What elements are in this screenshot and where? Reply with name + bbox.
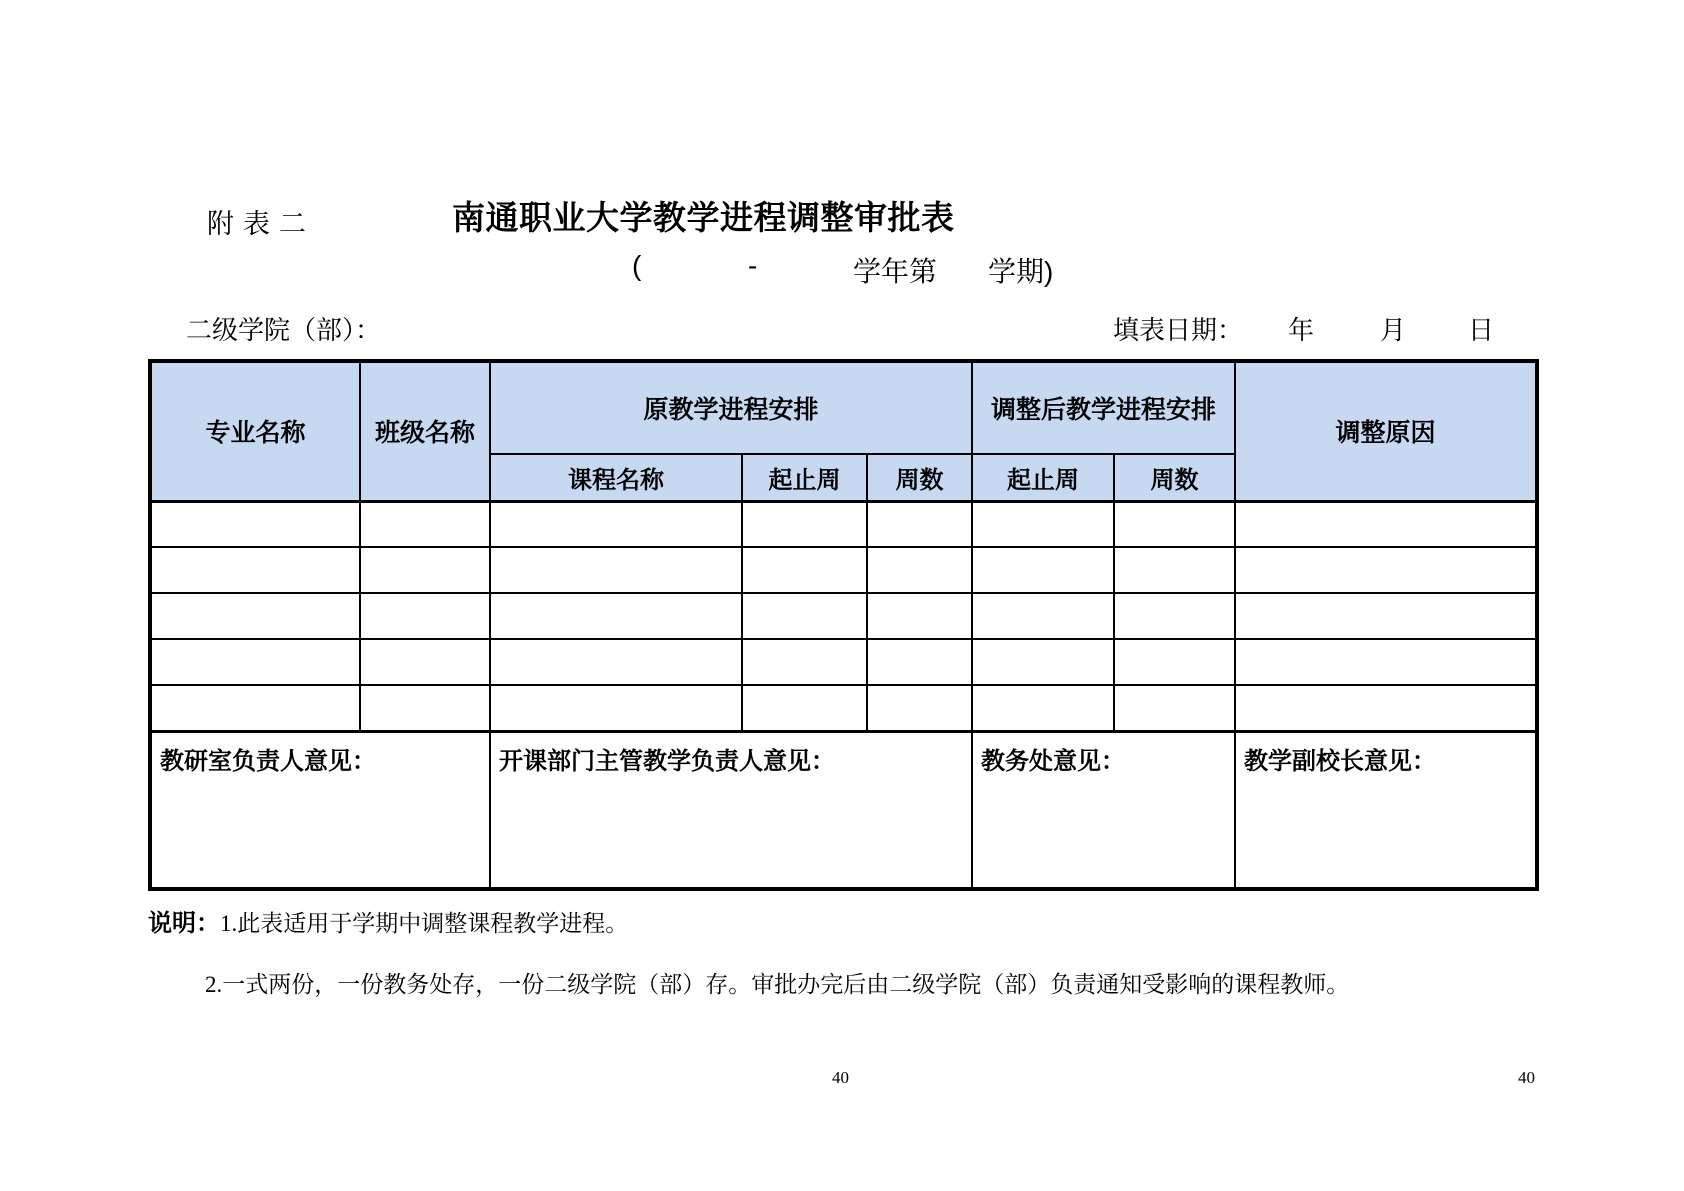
opinion-department-head: 开课部门主管教学负责人意见： bbox=[490, 731, 972, 889]
empty-cell bbox=[742, 639, 867, 685]
empty-cell bbox=[490, 593, 742, 639]
empty-cell bbox=[150, 685, 360, 731]
empty-cell bbox=[490, 501, 742, 547]
empty-cell bbox=[1235, 547, 1537, 593]
header-course-name: 课程名称 bbox=[490, 454, 742, 501]
empty-cell bbox=[972, 685, 1114, 731]
empty-cell bbox=[1235, 501, 1537, 547]
empty-cell bbox=[360, 685, 490, 731]
term-academic-year-label: 学年第 bbox=[853, 256, 938, 287]
empty-cell bbox=[150, 501, 360, 547]
empty-cell bbox=[867, 501, 972, 547]
opinion-teaching-office: 教研室负责人意见： bbox=[150, 731, 490, 889]
empty-cell bbox=[972, 593, 1114, 639]
fill-date-year-label: 年 bbox=[1288, 315, 1315, 345]
fill-date-day-label: 日 bbox=[1468, 315, 1495, 345]
page-title: 南通职业大学教学进程调整审批表 bbox=[452, 199, 955, 236]
term-open-paren: ( bbox=[632, 250, 642, 281]
term-dash: - bbox=[748, 250, 758, 281]
empty-cell bbox=[867, 547, 972, 593]
header-count-adjusted: 周数 bbox=[1114, 454, 1235, 501]
college-label: 二级学院（部）： bbox=[186, 315, 382, 345]
notes-line-1 bbox=[148, 903, 628, 938]
empty-cell bbox=[742, 685, 867, 731]
empty-rows-body bbox=[150, 501, 1537, 731]
empty-cell bbox=[867, 639, 972, 685]
empty-cell bbox=[1235, 639, 1537, 685]
header-class: 班级名称 bbox=[360, 361, 490, 501]
empty-cell bbox=[490, 685, 742, 731]
header-row-1 bbox=[150, 361, 1537, 454]
fill-date-month-label: 月 bbox=[1380, 315, 1407, 345]
notes-line-2: 2.一式两份，一份教务处存，一份二级学院（部）存。审批办完后由二级学院（部）负责通知受影响的课程教师。 bbox=[205, 972, 1350, 997]
page-number-center: 40 bbox=[832, 1068, 849, 1087]
empty-cell bbox=[867, 593, 972, 639]
empty-data-row bbox=[150, 547, 1537, 593]
header-range-original: 起止周 bbox=[742, 454, 867, 501]
empty-cell bbox=[360, 547, 490, 593]
empty-cell bbox=[1114, 547, 1235, 593]
attachment-label: 附表二 bbox=[207, 209, 315, 240]
term-semester-label: 学期) bbox=[988, 256, 1054, 287]
empty-cell bbox=[1114, 593, 1235, 639]
empty-cell bbox=[150, 593, 360, 639]
empty-cell bbox=[1114, 501, 1235, 547]
empty-data-row bbox=[150, 639, 1537, 685]
empty-cell bbox=[1235, 685, 1537, 731]
empty-cell bbox=[867, 685, 972, 731]
empty-data-row bbox=[150, 593, 1537, 639]
notes-label: 说明： bbox=[148, 910, 220, 937]
empty-cell bbox=[1114, 685, 1235, 731]
empty-cell bbox=[490, 547, 742, 593]
empty-cell bbox=[1114, 639, 1235, 685]
empty-cell bbox=[972, 547, 1114, 593]
header-adjusted-schedule: 调整后教学进程安排 bbox=[972, 361, 1235, 454]
header-reason: 调整原因 bbox=[1235, 361, 1537, 501]
empty-cell bbox=[490, 639, 742, 685]
empty-cell bbox=[972, 501, 1114, 547]
empty-cell bbox=[742, 593, 867, 639]
notes-text-1: 1.此表适用于学期中调整课程教学进程。 bbox=[220, 911, 629, 936]
page-number-right: 40 bbox=[1518, 1068, 1535, 1087]
empty-cell bbox=[150, 639, 360, 685]
empty-cell bbox=[360, 639, 490, 685]
empty-data-row bbox=[150, 501, 1537, 547]
empty-cell bbox=[742, 501, 867, 547]
header-major: 专业名称 bbox=[150, 361, 360, 501]
empty-data-row bbox=[150, 685, 1537, 731]
empty-cell bbox=[742, 547, 867, 593]
header-original-schedule: 原教学进程安排 bbox=[490, 361, 972, 454]
empty-cell bbox=[150, 547, 360, 593]
empty-cell bbox=[360, 501, 490, 547]
fill-date-label: 填表日期： bbox=[1113, 315, 1244, 345]
opinion-academic-affairs: 教务处意见： bbox=[972, 731, 1235, 889]
empty-cell bbox=[360, 593, 490, 639]
header-range-adjusted: 起止周 bbox=[972, 454, 1114, 501]
opinions-row bbox=[150, 731, 1537, 889]
empty-cell bbox=[972, 639, 1114, 685]
empty-cell bbox=[1235, 593, 1537, 639]
header-count-original: 周数 bbox=[867, 454, 972, 501]
approval-table bbox=[148, 359, 1539, 891]
opinion-vice-president: 教学副校长意见： bbox=[1235, 731, 1537, 889]
